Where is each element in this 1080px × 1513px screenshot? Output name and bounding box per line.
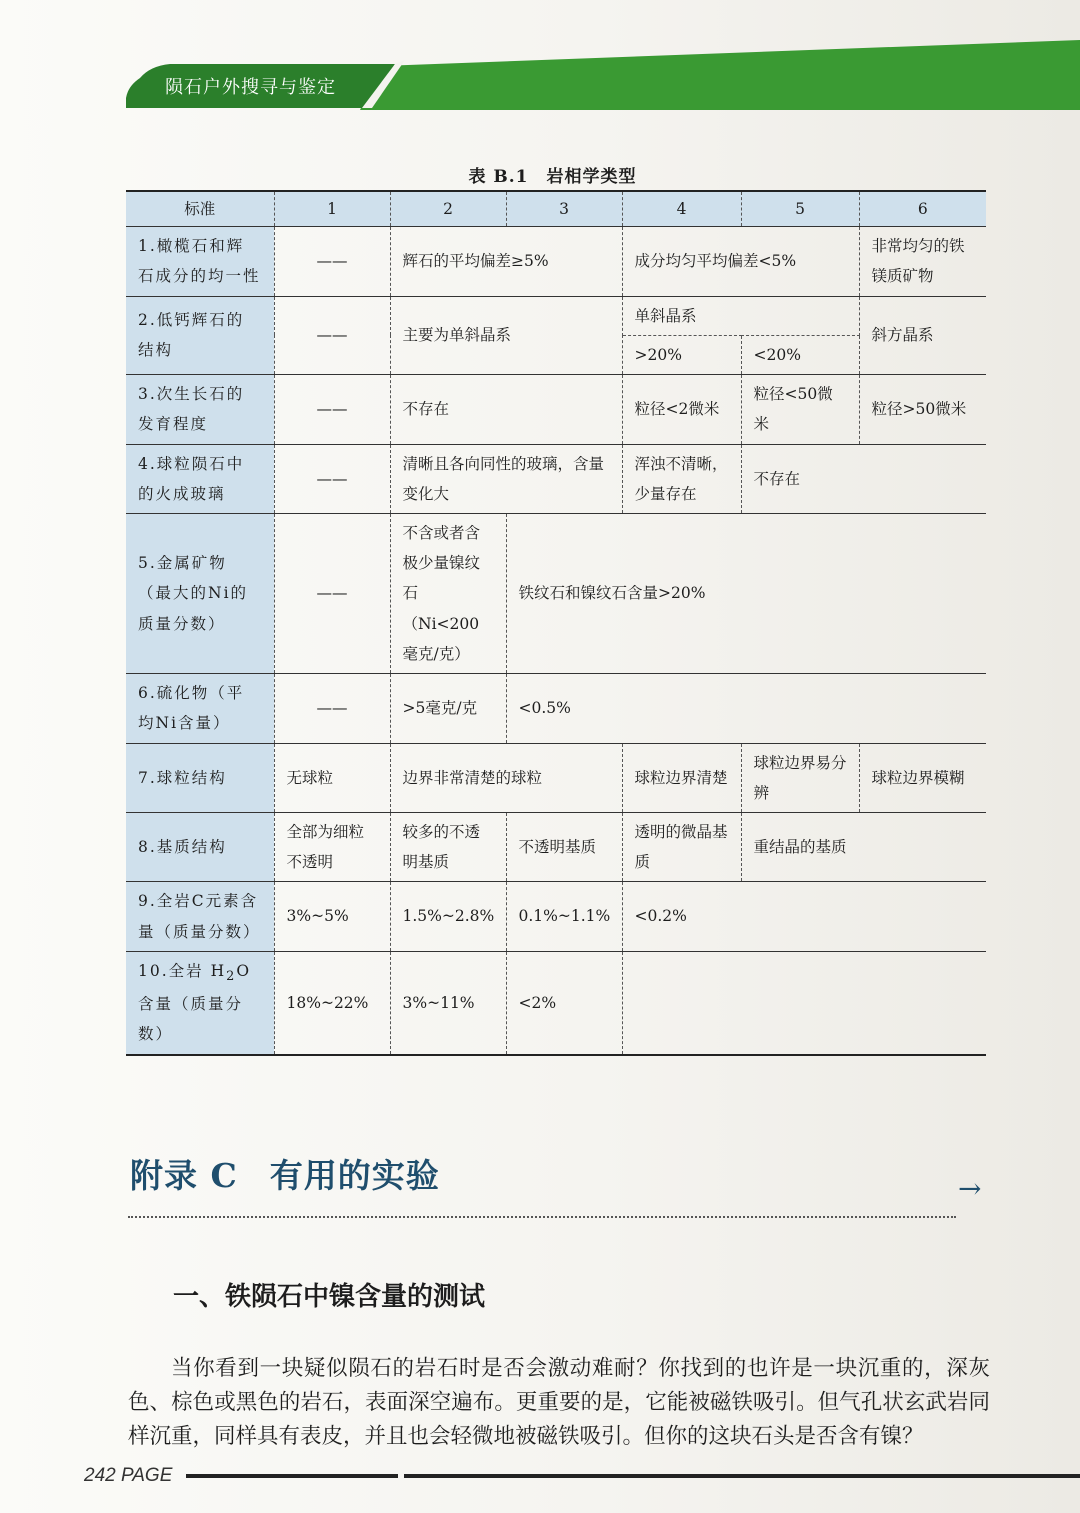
body-paragraph: 当你看到一块疑似陨石的岩石时是否会激动难耐？你找到的也许是一块沉重的，深灰色、棕色或黑色的岩石，表面深空遍布。更重要的是，它能被磁铁吸引。但气孔状玄武岩同样沉重，同样具有表皮，并且也会轻微地被磁铁吸引。但你的这块石头是否含有镍？: [128, 1356, 990, 1449]
table-cell: <0.5%: [506, 674, 986, 743]
column-header-3: 3: [506, 191, 622, 227]
criterion-cell: 5.金属矿物（最大的Ni的质量分数）: [126, 513, 274, 673]
table-header-row: [126, 191, 986, 227]
footer-rule: [186, 1474, 398, 1478]
page-number: 242 PAGE: [84, 1465, 173, 1486]
appendix-label: 附录 C: [130, 1156, 238, 1195]
table-cell: 辉石的平均偏差≥5%: [390, 227, 622, 296]
table-row: [126, 743, 986, 812]
table-row: [126, 296, 986, 335]
table-cell: ——: [274, 375, 390, 444]
column-header-criterion: 标准: [126, 191, 274, 227]
table-cell: 边界非常清楚的球粒: [390, 743, 622, 812]
table-cell: ——: [274, 227, 390, 296]
table-row: [126, 444, 986, 513]
table-cell: <20%: [741, 335, 859, 374]
table-cell: 不存在: [741, 444, 986, 513]
table-cell: 0.1%~1.1%: [506, 882, 622, 951]
criterion-cell: 2.低钙辉石的结构: [126, 296, 274, 374]
dotted-divider: [128, 1216, 956, 1218]
table-cell: 粒径<50微米: [741, 375, 859, 444]
table-row: [126, 951, 986, 1054]
chapter-header: [0, 0, 1080, 120]
column-header-2: 2: [390, 191, 506, 227]
criterion-cell: [126, 951, 274, 1054]
criterion-cell: 6.硫化物（平均Ni含量）: [126, 674, 274, 743]
table-row: [126, 674, 986, 743]
table-row: [126, 227, 986, 296]
table-cell-empty: [622, 951, 986, 1054]
table-cell: <0.2%: [622, 882, 986, 951]
criterion-text: O含量（质量分数）: [138, 961, 252, 1044]
table-cell: 不含或者含极少量镍纹石（Ni<200毫克/克）: [390, 513, 506, 673]
table-cell: 球粒边界清楚: [622, 743, 741, 812]
appendix-title: 有用的实验: [269, 1156, 440, 1195]
section-title: 一、铁陨石中镍含量的测试: [173, 1282, 486, 1312]
table-row: [126, 882, 986, 951]
table-cell: 球粒边界易分辨: [741, 743, 859, 812]
table-cell: 全部为细粒不透明: [274, 812, 390, 881]
table-cell: 3%~5%: [274, 882, 390, 951]
criterion-text: 10.全岩 H: [138, 961, 227, 980]
table-cell: 不透明基质: [506, 812, 622, 881]
table-cell: ——: [274, 444, 390, 513]
table-cell: 成分均匀平均偏差<5%: [622, 227, 859, 296]
table-cell: 3%~11%: [390, 951, 506, 1054]
criterion-subscript: 2: [226, 968, 237, 984]
criterion-cell: 8.基质结构: [126, 812, 274, 881]
column-header-4: 4: [622, 191, 741, 227]
table-cell: 主要为单斜晶系: [390, 296, 622, 374]
table-cell: 清晰且各向同性的玻璃，含量变化大: [390, 444, 622, 513]
header-title: 陨石户外搜寻与鉴定: [165, 77, 336, 98]
petrologic-type-table: [126, 190, 986, 1056]
table-cell: 粒径<2微米: [622, 375, 741, 444]
table-cell: >20%: [622, 335, 741, 374]
footer-rule: [404, 1474, 1080, 1478]
criterion-cell: 1.橄榄石和辉石成分的均一性: [126, 227, 274, 296]
body-text: [128, 1352, 990, 1454]
table-cell: 粒径>50微米: [859, 375, 986, 444]
table-cell: 不存在: [390, 375, 622, 444]
table-cell: ——: [274, 513, 390, 673]
table-cell: 斜方晶系: [859, 296, 986, 374]
table-row: [126, 812, 986, 881]
table-cell: ——: [274, 296, 390, 374]
column-header-6: 6: [859, 191, 986, 227]
table-cell: ——: [274, 674, 390, 743]
table-cell: 较多的不透明基质: [390, 812, 506, 881]
table-cell: 非常均匀的铁镁质矿物: [859, 227, 986, 296]
criterion-cell: 9.全岩C元素含量（质量分数）: [126, 882, 274, 951]
table-cell: 铁纹石和镍纹石含量>20%: [506, 513, 986, 673]
table-subheader-cell: 单斜晶系: [622, 296, 859, 335]
column-header-1: 1: [274, 191, 390, 227]
table-cell: 重结晶的基质: [741, 812, 986, 881]
appendix-heading: [130, 1150, 440, 1197]
table-cell: 球粒边界模糊: [859, 743, 986, 812]
criterion-cell: 4.球粒陨石中的火成玻璃: [126, 444, 274, 513]
table-cell: 1.5%~2.8%: [390, 882, 506, 951]
table-cell: 18%~22%: [274, 951, 390, 1054]
table-caption: 表 B.1 岩相学类型: [468, 167, 637, 187]
table-cell: <2%: [506, 951, 622, 1054]
table-cell: 无球粒: [274, 743, 390, 812]
column-header-5: 5: [741, 191, 859, 227]
header-band-graphic: [0, 0, 1080, 120]
criterion-cell: 7.球粒结构: [126, 743, 274, 812]
table-row: [126, 375, 986, 444]
arrow-right-icon: →: [958, 1172, 982, 1205]
criterion-cell: 3.次生长石的发育程度: [126, 375, 274, 444]
table-cell: 浑浊不清晰，少量存在: [622, 444, 741, 513]
table-row: [126, 513, 986, 673]
table-cell: 透明的微晶基质: [622, 812, 741, 881]
table-cell: >5毫克/克: [390, 674, 506, 743]
